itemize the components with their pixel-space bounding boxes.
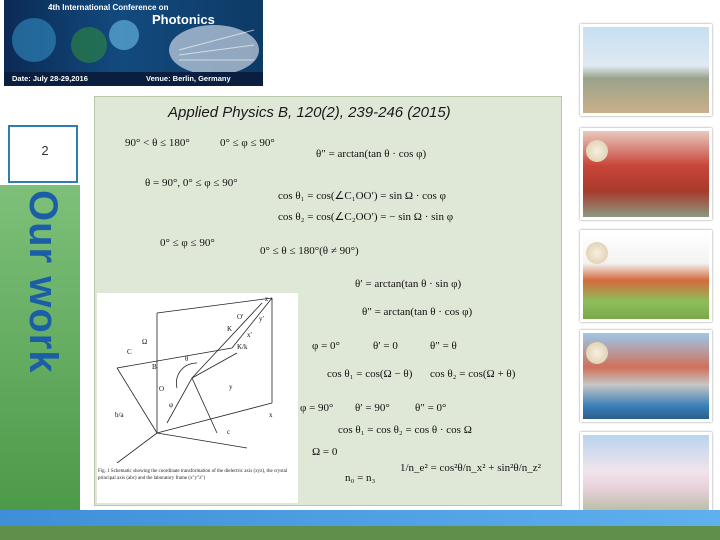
banner-dateline	[4, 72, 263, 86]
banner-artwork	[4, 0, 263, 72]
figure-label: φ	[169, 401, 174, 409]
equation: φ = 0°	[312, 340, 340, 352]
equation: 0° ≤ φ ≤ 90°	[220, 137, 275, 149]
equation: θ″ = arctan(tan θ · cos φ)	[362, 306, 473, 318]
figure-caption: Fig. 1 Schematic showing the coordinate transformation of the dielectric axis (xyz), the crystal principal axis (abc) and the laboratory frame (x″y″z″)	[98, 469, 288, 481]
equation: n₀ = n₃	[345, 472, 376, 484]
page-number: 2	[41, 143, 49, 158]
figure-label: x	[269, 411, 273, 419]
equation: θ″ = 0°	[415, 402, 447, 414]
conference-title: Photonics	[152, 12, 215, 27]
blossom-decoration	[586, 140, 608, 162]
blossom-decoration	[586, 342, 608, 364]
equation: φ = 90°	[300, 402, 334, 414]
figure-label: θ	[185, 355, 189, 363]
equation: 0° ≤ θ ≤ 180°(θ ≠ 90°)	[260, 245, 359, 257]
equation: θ′ = 90°	[355, 402, 390, 414]
equation: θ′ = 0	[373, 340, 398, 352]
equation: Ω = 0	[312, 446, 338, 458]
equation: cos θ₂ = cos(Ω + θ)	[430, 368, 516, 380]
section-title: Our work	[21, 190, 65, 374]
equation: cos θ₁ = cos θ₂ = cos θ · cos Ω	[338, 424, 472, 436]
equation: cos θ₂ = cos(∠C₂OO′) = − sin Ω · sin φ	[278, 211, 454, 223]
equation: 1/n_e² = cos²θ/n_x² + sin²θ/n_z²	[400, 462, 541, 474]
equation: θ = 90°, 0° ≤ φ ≤ 90°	[145, 177, 238, 189]
campus-photo-1	[580, 24, 712, 116]
coordinate-diagram	[97, 293, 298, 463]
conference-banner	[4, 0, 263, 86]
reference-citation: Applied Physics B, 120(2), 239-246 (2015)	[168, 104, 451, 121]
figure-label: C	[127, 348, 132, 356]
figure-label: K/k	[237, 343, 248, 351]
figure-label: y	[229, 383, 233, 391]
equation: θ′ = arctan(tan θ · sin φ)	[355, 278, 462, 290]
equation: cos θ₁ = cos(∠C₁OO′) = sin Ω · cos φ	[278, 190, 446, 202]
footer-strip	[0, 526, 720, 540]
conference-line: 4th International Conference on	[48, 3, 169, 12]
figure-label: c	[227, 428, 231, 436]
equation: cos θ₁ = cos(Ω − θ)	[327, 368, 413, 380]
figure-label: O	[159, 385, 165, 393]
figure-label: z	[265, 295, 269, 303]
figure-label: y′	[259, 315, 265, 323]
figure-label: B	[152, 363, 157, 371]
page-number-badge	[8, 125, 78, 183]
equation: 0° ≤ φ ≤ 90°	[160, 237, 215, 249]
banner-date: Date: July 28-29,2016	[12, 74, 88, 83]
equation: 90° < θ ≤ 180°	[125, 137, 190, 149]
figure-label: Ω	[142, 338, 148, 346]
figure-label: b/a	[115, 411, 124, 419]
figure-label: O′	[237, 313, 244, 321]
footer-bar	[0, 510, 720, 526]
equation: θ″ = arctan(tan θ · cos φ)	[316, 148, 427, 160]
figure-label: K	[227, 325, 233, 333]
banner-venue: Venue: Berlin, Germany	[146, 74, 231, 83]
figure-label: x′	[247, 331, 253, 339]
blossom-decoration	[586, 242, 608, 264]
equation: θ″ = θ	[430, 340, 457, 352]
